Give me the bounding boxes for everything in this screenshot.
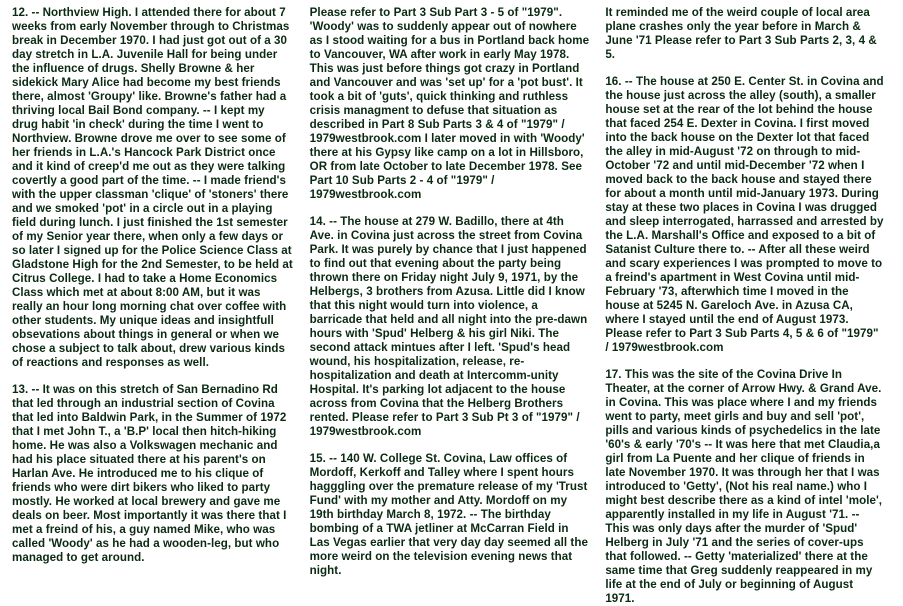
text-column-2 [304,6,600,600]
text-column-1 [8,6,304,600]
paragraph: Please refer to Part 3 Sub Part 3 - 5 of "1979". 'Woody' was to suddenly appear out of nowhere as I stood waiting for a bus in Portland back home to Vancouver, WA after work in early May 1978. This was just before things got crazy in Portland and Vancouver and was 'set up' for a 'pot bust'. It took a bit of 'guts', quick thinking and ruthless crisis managment to defuse that situation as described in Part 8 Sub Parts 3 & 4 of "1979" / 1979westbrook.com I later moved in with 'Woody' there at his Gypsy like camp on a lot in Hillsboro, OR from late October to late December 1978. See Part 10 Sub Parts 2 - 4 of "1979" / 1979westbrook.com [309,6,590,201]
paragraph: 17. This was the site of the Covina Drive In Theater, at the corner of Arrow Hwy. & Grand Ave. in Covina. This was place where I and my friends went to party, meet girls and buy and sell 'pot', pills and various kinds of psychedelics in the late '60's & early '70's -- It was here that met Claudia,a girl from La Puente and her clique of friends in late November 1970. It was through her that I was introduced to 'Getty', (Not his real name.) who I might best describe there as a kind of intel 'mole', apparently installed in my life in August '71. -- This was only days after the murder of 'Spud' Helberg in July '71 and the series of cover-ups that followed. -- Getty 'materialized' there at the same time that Greg suddenly reappeared in my life at the end of July or beginning of August 1971. [605,368,883,605]
paragraph: 12. -- Northview High. I attended there for about 7 weeks from early November through to Christmas break in December 1970. I had just got out of a 30 day stretch in L.A. Juvenile Hall for being under the influence of drugs. Shelly Browne & her sidekick Mary Alice had become my best friends there, almost 'Groupy' like. Browne's father had a thriving local Bail Bond company. -- I kept my drug habit 'in check' during the time I went to Northview. Browne drove me over to see some of her friends in L.A.'s Hancock Park District once and it kind of creep'd me out as they were talking covertly a good part of the time. -- I made friend's with the upper classman 'clique' of 'stoners' there and we smoked 'pot' in a circle out in a playing field during lunch. I just finished the 1st semester of my Senior year there, when only a few days or so later I signed up for the Police Science Class at Gladstone High for the 2nd Semester, to be held at Citrus College. I had to take a Home Economics Class which met at about 8:00 AM, but it was really an hour long morning chat over coffee with other students. My unique ideas and insightfull obsevations about things in general or when we chose a subject to talk about, drew various kinds of reactions and responses as well. [12,6,293,369]
paragraph: It reminded me of the weird couple of local area plane crashes only the year before in March & June '71 Please refer to Part 3 Sub Parts 2, 3, 4 & 5. [605,6,877,61]
paragraph: 15. -- 140 W. College St. Covina, Law offices of Mordoff, Kerkoff and Talley where I spent hours hagggling over the premature release of my 'Trust Fund' with my mother and Atty. Mordoff on my 19th birthday March 8, 1972. -- The birthday bombing of a TWA jetliner at McCarran Field in Las Vegas earlier that very day day seemed all the more weird on the television evening news that night. [309,452,588,577]
paragraph: 16. -- The house at 250 E. Center St. in Covina and the house just across the alley (south), a smaller house set at the rear of the lot behind the house that faced 254 E. Dexter in Covina. I first moved into the back house on the Dexter lot that faced the alley in mid-August '72 on through to mid-October '72 and until mid-December '72 when I moved back to the back house and stayed there for about a month until mid-January 1973. During stay at these two places in Covina I was drugged and sleep interrogated, harrassed and arrested by the L.A. Marshall's Office and exposed to a bit of Satanist Culture there to. -- After all these weird and scary experiences I was prompted to move to a freind's apartment in West Covina until mid-February '73, afterwhich time I moved in the house at 5245 N. Gareloch Ave. in Azusa CA, where I stayed until the end of August 1973. Please refer to Part 3 Sub Parts 4, 5 & 6 of "1979" / 1979westbrook.com [605,75,884,354]
text-column-3 [599,6,895,605]
paragraph: 13. -- It was on this stretch of San Bernadino Rd that led through an industrial section of Covina that led into Baldwin Park, in the Summer of 1972 that I met John T., a 'B.P' local then hitch-hiking home. He was also a Volkswagen mechanic and had his place situated there at his parent's on Harlan Ave. He introduced me to his clique of friends who were dirt bikers who liked to party mostly. He worked at local brewery and gave me deals on beer. Most importantly it was there that I met a freind of his, a guy named Mike, who was called 'Woody' as he had a wooden-leg, but who managed to get around. [12,383,287,564]
paragraph: 14. -- The house at 279 W. Badillo, there at 4th Ave. in Covina just across the street from Covina Park. It was purely by chance that I just happened to find out that evening about the party being thrown there on Friday night July 9, 1971, by the Helbergs, 3 brothers from Azusa. Little did I know that this night would turn into violence, a barricade that held and all night into the pre-dawn hours with 'Spud' Helberg & his girl Niki. The second attack mintues after I left. 'Spud's head wound, his hospitalization, release, re-hospitalization and death at Intercomm-unity Hospital. It's parking lot adjacent to the house across from Covina that the Helberg Brothers rented. Please refer to Part 3 Sub Pt 3 of "1979" / 1979westbrook.com [309,215,588,438]
